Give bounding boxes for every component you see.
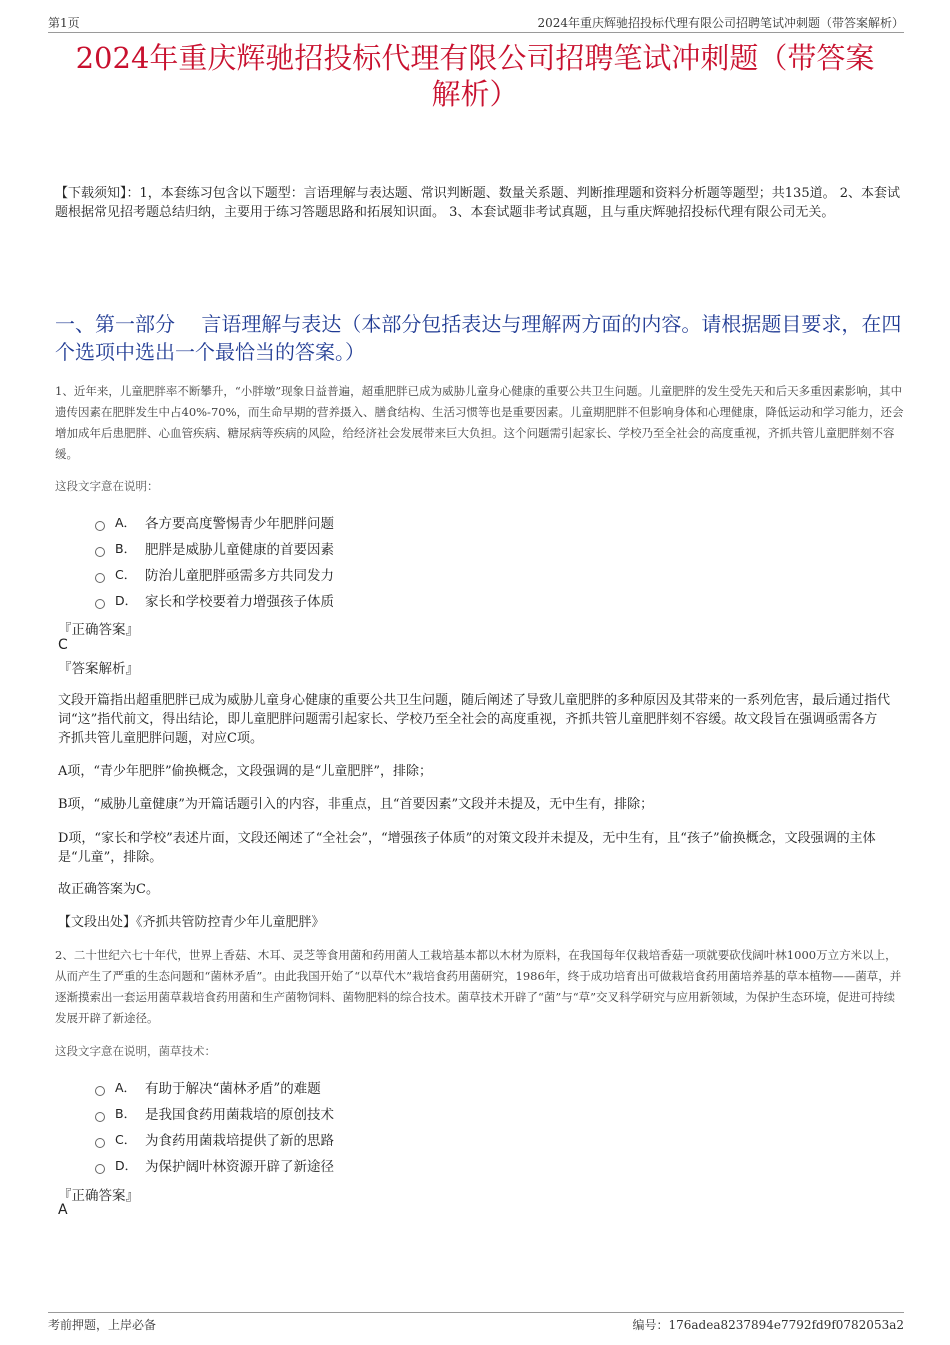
option-d[interactable]: D． 为保护阔叶林资源开辟了新途径 — [95, 1152, 334, 1178]
analysis-paragraph: 文段开篇指出超重肥胖已成为威胁儿童身心健康的重要公共卫生问题，随后阐述了导致儿童肥胖的多种原因及其带来的一系列危害，最后通过指代词“这”指代前文，得出结论，即儿童肥胖问题需引起家长、学校乃至全社会的高度重视，齐抓共管儿童肥胖刻不容缓。故文段旨在强调亟需各方齐抓共管儿童肥胖问题，对应C项。 — [58, 693, 891, 746]
radio-icon[interactable] — [95, 1164, 105, 1174]
answer-label: 『正确答案』 — [58, 1188, 139, 1204]
question-2-prompt: 这段文字意在说明，菌草技术： — [55, 1044, 216, 1058]
option-text: 为保护阔叶林资源开辟了新途径 — [145, 1159, 334, 1175]
answer-value: C — [58, 637, 68, 653]
radio-icon[interactable] — [95, 1138, 105, 1148]
title-line-1: 2024年重庆辉驰招投标代理有限公司招聘笔试冲刺题（带答案 — [75, 41, 875, 75]
page-footer — [48, 1312, 904, 1334]
page-number: 第1页 — [48, 16, 80, 30]
question-1-prompt: 这段文字意在说明： — [55, 479, 159, 493]
option-text: 为食药用菌栽培提供了新的思路 — [145, 1133, 334, 1149]
page-header — [48, 14, 904, 33]
option-a[interactable]: A． 各方要高度警惕青少年肥胖问题 — [95, 509, 334, 535]
footer-slogan: 考前押题，上岸必备 — [48, 1318, 157, 1332]
question-2-options — [95, 1074, 334, 1178]
analysis-source: 【文段出处】《齐抓共管防控青少年儿童肥胖》 — [58, 915, 325, 930]
option-a[interactable]: A． 有助于解决“菌林矛盾”的难题 — [95, 1074, 334, 1100]
title-line-2: 解析） — [431, 77, 519, 111]
option-text: 肥胖是威胁儿童健康的首要因素 — [145, 542, 334, 558]
footer-doc-id: 编号：176adea8237894e7792fd9f0782053a2 — [632, 1318, 904, 1332]
analysis-conclusion: 故正确答案为C。 — [58, 882, 159, 897]
analysis-paragraph: B项，“威胁儿童健康”为开篇话题引入的内容，非重点，且“首要因素”文段并未提及，无中生有，排除； — [58, 797, 654, 812]
radio-icon[interactable] — [95, 1112, 105, 1122]
download-notice: 【下载须知】：1，本套练习包含以下题型：言语理解与表达题、常识判断题、数量关系题、判断推理题和资料分析题等题型；共135道。 2、本套试题根据常见招考题总结归纳，主要用于练习答题思路和拓展知识面。 3、本套试题非考试真题，且与重庆辉驰招投标代理有限公司无关。 — [55, 186, 900, 220]
option-text: 防治儿童肥胖亟需多方共同发力 — [145, 568, 334, 584]
answer-label: 『正确答案』 — [58, 622, 139, 638]
document-title — [50, 40, 900, 112]
option-text: 有助于解决“菌林矛盾”的难题 — [145, 1081, 321, 1097]
radio-icon[interactable] — [95, 521, 105, 531]
radio-icon[interactable] — [95, 1086, 105, 1096]
question-1-options — [95, 509, 334, 613]
option-text: 家长和学校要着力增强孩子体质 — [145, 594, 334, 610]
option-text: 是我国食药用菌栽培的原创技术 — [145, 1107, 334, 1123]
radio-icon[interactable] — [95, 573, 105, 583]
option-text: 各方要高度警惕青少年肥胖问题 — [145, 516, 334, 532]
header-doc-title: 2024年重庆辉驰招投标代理有限公司招聘笔试冲刺题（带答案解析） — [537, 16, 904, 30]
question-2-stem: 2、二十世纪六七十年代，世界上香菇、木耳、灵芝等食用菌和药用菌人工栽培基本都以木材为原料，在我国每年仅栽培香菇一项就要砍伐阔叶林1000万立方米以上，从而产生了严重的生态问题和“菌林矛盾”。由此我国开始了“以草代木”栽培食药用菌研究，1986年，终于成功培育出可做栽培食药用菌培养基的草本植物——菌草，并逐渐摸索出一套运用菌草栽培食药用菌和生产菌物饲料、菌物肥料的综合技术。菌草技术开辟了“菌”与“草”交叉科学研究与应用新领域，为保护生态环境，促进可持续发展开辟了新途径。 — [55, 948, 902, 1025]
analysis-paragraph: D项，“家长和学校”表述片面，文段还阐述了“全社会”，“增强孩子体质”的对策文段并未提及，无中生有，且“孩子”偷换概念，文段强调的主体是“儿童”，排除。 — [58, 831, 876, 865]
radio-icon[interactable] — [95, 547, 105, 557]
option-c[interactable]: C． 防治儿童肥胖亟需多方共同发力 — [95, 561, 334, 587]
analysis-paragraph: A项，“青少年肥胖”偷换概念，文段强调的是“儿童肥胖”，排除； — [58, 764, 432, 779]
radio-icon[interactable] — [95, 599, 105, 609]
answer-value: A — [58, 1202, 68, 1218]
option-b[interactable]: B． 肥胖是威胁儿童健康的首要因素 — [95, 535, 334, 561]
section-heading: 一、第一部分 言语理解与表达（本部分包括表达与理解两方面的内容。请根据题目要求，在四个选项中选出一个最恰当的答案。） — [55, 312, 902, 364]
question-1-stem: 1、近年来，儿童肥胖率不断攀升，“小胖墩”现象日益普遍，超重肥胖已成为威胁儿童身心健康的重要公共卫生问题。儿童肥胖的发生受先天和后天多重因素影响，其中遗传因素在肥胖发生中占40%-70%，而生命早期的营养摄入、膳食结构、生活习惯等也是重要因素。儿童期肥胖不但影响身体和心理健康，降低运动和学习能力，还会增加成年后患肥胖、心血管疾病、糖尿病等疾病的风险，给经济社会发展带来巨大负担。这个问题需引起家长、学校乃至全社会的高度重视，齐抓共管儿童肥胖刻不容缓。 — [55, 384, 904, 461]
option-c[interactable]: C． 为食药用菌栽培提供了新的思路 — [95, 1126, 334, 1152]
analysis-label: 『答案解析』 — [58, 661, 139, 677]
option-d[interactable]: D． 家长和学校要着力增强孩子体质 — [95, 587, 334, 613]
option-b[interactable]: B． 是我国食药用菌栽培的原创技术 — [95, 1100, 334, 1126]
